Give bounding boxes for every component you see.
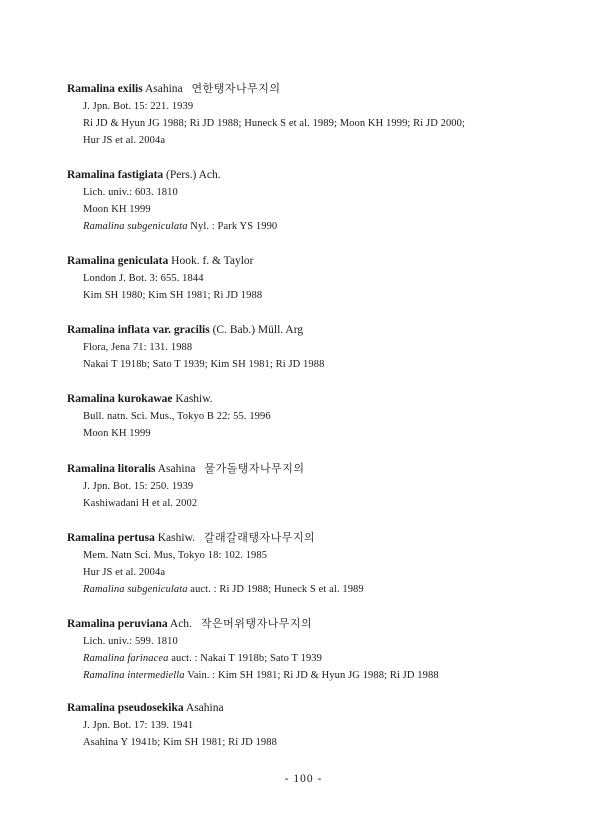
species-heading xyxy=(67,80,577,98)
citation-line: Kashiwadani H et al. 2002 xyxy=(83,498,198,509)
korean-name: 물가돌탱자나무지의 xyxy=(204,462,305,475)
species-name: Ramalina litoralis xyxy=(67,463,156,475)
species-name: Ramalina fastigiata xyxy=(67,169,164,181)
citation-line: Ri JD & Hyun JG 1988; Ri JD 1988; Huneck S et al. 1989; Moon KH 1999; Ri JD 2000; xyxy=(83,118,466,129)
korean-name: 연한탱자나무지의 xyxy=(191,82,281,95)
species-entry xyxy=(67,167,577,235)
species-author: Asahina xyxy=(185,702,224,714)
citation-line: London J. Bot. 3: 655. 1844 xyxy=(83,273,204,284)
species-author: Hook. f. & Taylor xyxy=(171,255,254,267)
species-entry xyxy=(67,391,577,442)
species-entry xyxy=(67,529,577,598)
citation-line: Bull. natn. Sci. Mus., Tokyo B 22: 55. 1996 xyxy=(83,411,271,422)
synonym-line: Ramalina subgeniculata Nyl. : Park YS 1990 xyxy=(83,221,278,232)
citation-line: Asahina Y 1941b; Kim SH 1981; Ri JD 1988 xyxy=(83,737,277,748)
species-entry xyxy=(67,80,577,149)
species-heading xyxy=(67,460,577,478)
species-heading xyxy=(67,322,577,339)
species-author: Kashiw. xyxy=(157,532,195,544)
species-name: Ramalina inflata var. gracilis xyxy=(67,324,210,336)
species-author: (Pers.) Ach. xyxy=(166,169,221,181)
species-name: Ramalina kurokawae xyxy=(67,393,173,405)
species-heading xyxy=(67,391,577,408)
species-heading xyxy=(67,529,577,547)
page-number: - 100 - xyxy=(284,773,323,785)
citation-line: J. Jpn. Bot. 15: 221. 1939 xyxy=(83,101,194,112)
citation-line: Hur JS et al. 2004a xyxy=(83,567,166,578)
species-heading xyxy=(67,615,577,633)
citation-line: Flora, Jena 71: 131. 1988 xyxy=(83,342,193,353)
species-heading xyxy=(67,700,577,717)
species-heading xyxy=(67,167,577,184)
citation-line: Moon KH 1999 xyxy=(83,428,151,439)
species-name: Ramalina pseudosekika xyxy=(67,702,184,714)
citation-line: Lich. univ.: 603. 1810 xyxy=(83,187,178,198)
korean-name: 갈래갈래탱자나무지의 xyxy=(203,531,316,544)
korean-name: 작은머위탱자나무지의 xyxy=(200,617,313,630)
species-entry xyxy=(67,460,577,512)
species-name: Ramalina pertusa xyxy=(67,532,155,544)
citation-line: J. Jpn. Bot. 15: 250. 1939 xyxy=(83,481,194,492)
citation-line: Lich. univ.: 599. 1810 xyxy=(83,636,178,647)
species-name: Ramalina peruviana xyxy=(67,618,168,630)
species-name: Ramalina geniculata xyxy=(67,255,169,267)
citation-line: J. Jpn. Bot. 17: 139. 1941 xyxy=(83,720,194,731)
synonym-line: Ramalina intermediella Vain. : Kim SH 1981; Ri JD & Hyun JG 1988; Ri JD 1988 xyxy=(83,670,439,681)
species-author: Asahina xyxy=(157,463,196,475)
species-entry xyxy=(67,615,577,684)
species-entry xyxy=(67,322,577,373)
species-heading xyxy=(67,253,577,270)
species-author: (C. Bab.) Müll. Arg xyxy=(212,324,304,336)
citation-line: Moon KH 1999 xyxy=(83,204,151,215)
citation-line: Mem. Natn Sci. Mus, Tokyo 18: 102. 1985 xyxy=(83,550,268,561)
citation-line: Nakai T 1918b; Sato T 1939; Kim SH 1981; Ri JD 1988 xyxy=(83,359,325,370)
species-name: Ramalina exilis xyxy=(67,83,143,95)
species-entry xyxy=(67,700,577,751)
species-author: Asahina xyxy=(144,83,183,95)
species-author: Kashiw. xyxy=(175,393,213,405)
species-entry xyxy=(67,253,577,304)
species-author: Ach. xyxy=(169,618,192,630)
citation-line: Hur JS et al. 2004a xyxy=(83,135,166,146)
synonym-line: Ramalina subgeniculata auct. : Ri JD 1988; Huneck S et al. 1989 xyxy=(83,584,364,595)
citation-line: Kim SH 1980; Kim SH 1981; Ri JD 1988 xyxy=(83,290,263,301)
synonym-line: Ramalina farinacea auct. : Nakai T 1918b; Sato T 1939 xyxy=(83,653,323,664)
